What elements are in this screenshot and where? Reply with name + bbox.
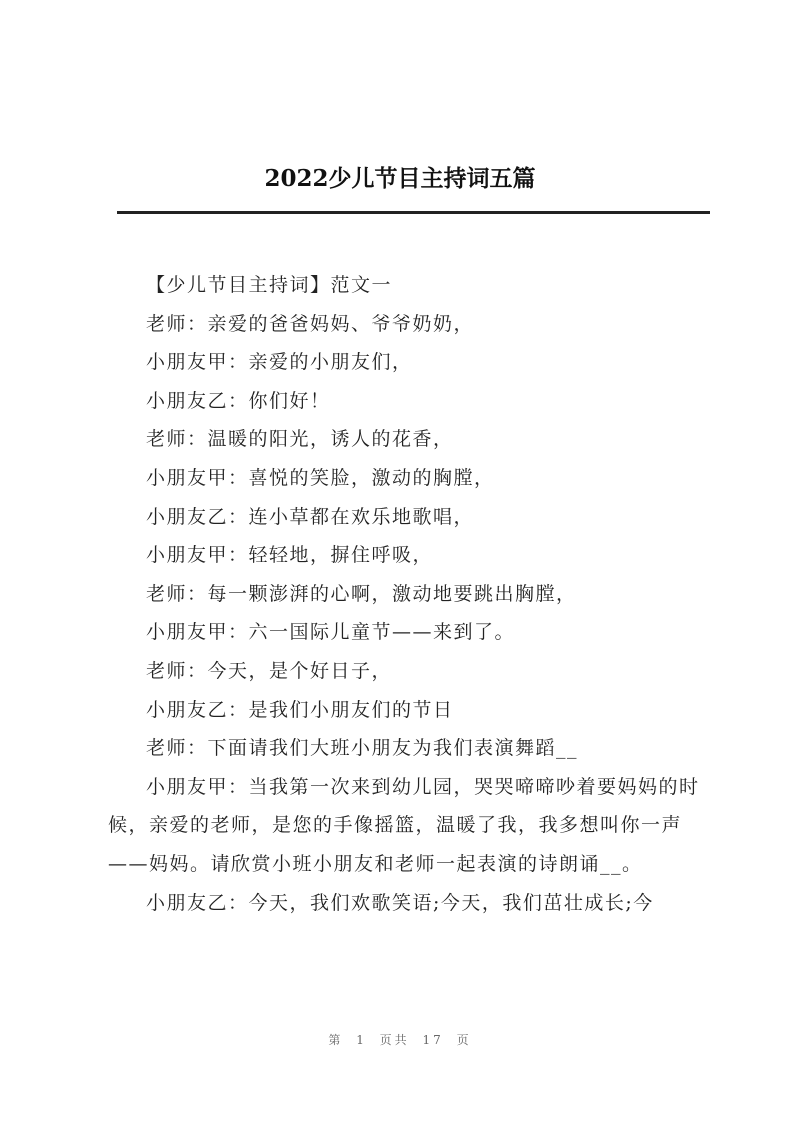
paragraph: 老师：亲爱的爸爸妈妈、爷爷奶奶， [146,312,475,335]
paragraph-heading: 【少儿节目主持词】范文一 [146,274,393,296]
paragraph: 小朋友乙：你们好！ [146,389,331,412]
paragraph: 老师：下面请我们大班小朋友为我们表演舞蹈__ [146,737,579,760]
document-title: 2022少儿节目主持词五篇 [264,165,536,192]
paragraph: 老师：温暖的阳光，诱人的花香， [146,428,454,451]
paragraph: 小朋友甲：当我第一次来到幼儿园，哭哭啼啼吵着要妈妈的时候，亲爱的老师，是您的手像摇篮，温暖了我，我多想叫你一声——妈妈。请欣赏小班小朋友和老师一起表演的诗朗诵__。 [108,775,700,875]
paragraph: 小朋友甲：轻轻地，摒住呼吸， [146,544,434,567]
paragraph: 小朋友甲：喜悦的笑脸，激动的胸膛， [146,466,495,489]
paragraph: 小朋友乙：连小草都在欢乐地歌唱， [146,505,475,528]
paragraph: 小朋友乙：今天，我们欢歌笑语;今天，我们茁壮成长;今 [146,891,654,914]
title-underline [117,211,710,214]
paragraph: 小朋友甲：六一国际儿童节——来到了。 [146,621,516,644]
paragraph: 老师：每一颗澎湃的心啊，激动地要跳出胸膛， [146,582,577,605]
document-body [108,266,714,922]
paragraph: 小朋友乙：是我们小朋友们的节日 [146,698,454,721]
paragraph: 小朋友甲：亲爱的小朋友们， [146,351,413,374]
page-number-footer: 第 1 页共 17 页 [328,1033,472,1047]
paragraph: 老师：今天，是个好日子， [146,659,393,682]
